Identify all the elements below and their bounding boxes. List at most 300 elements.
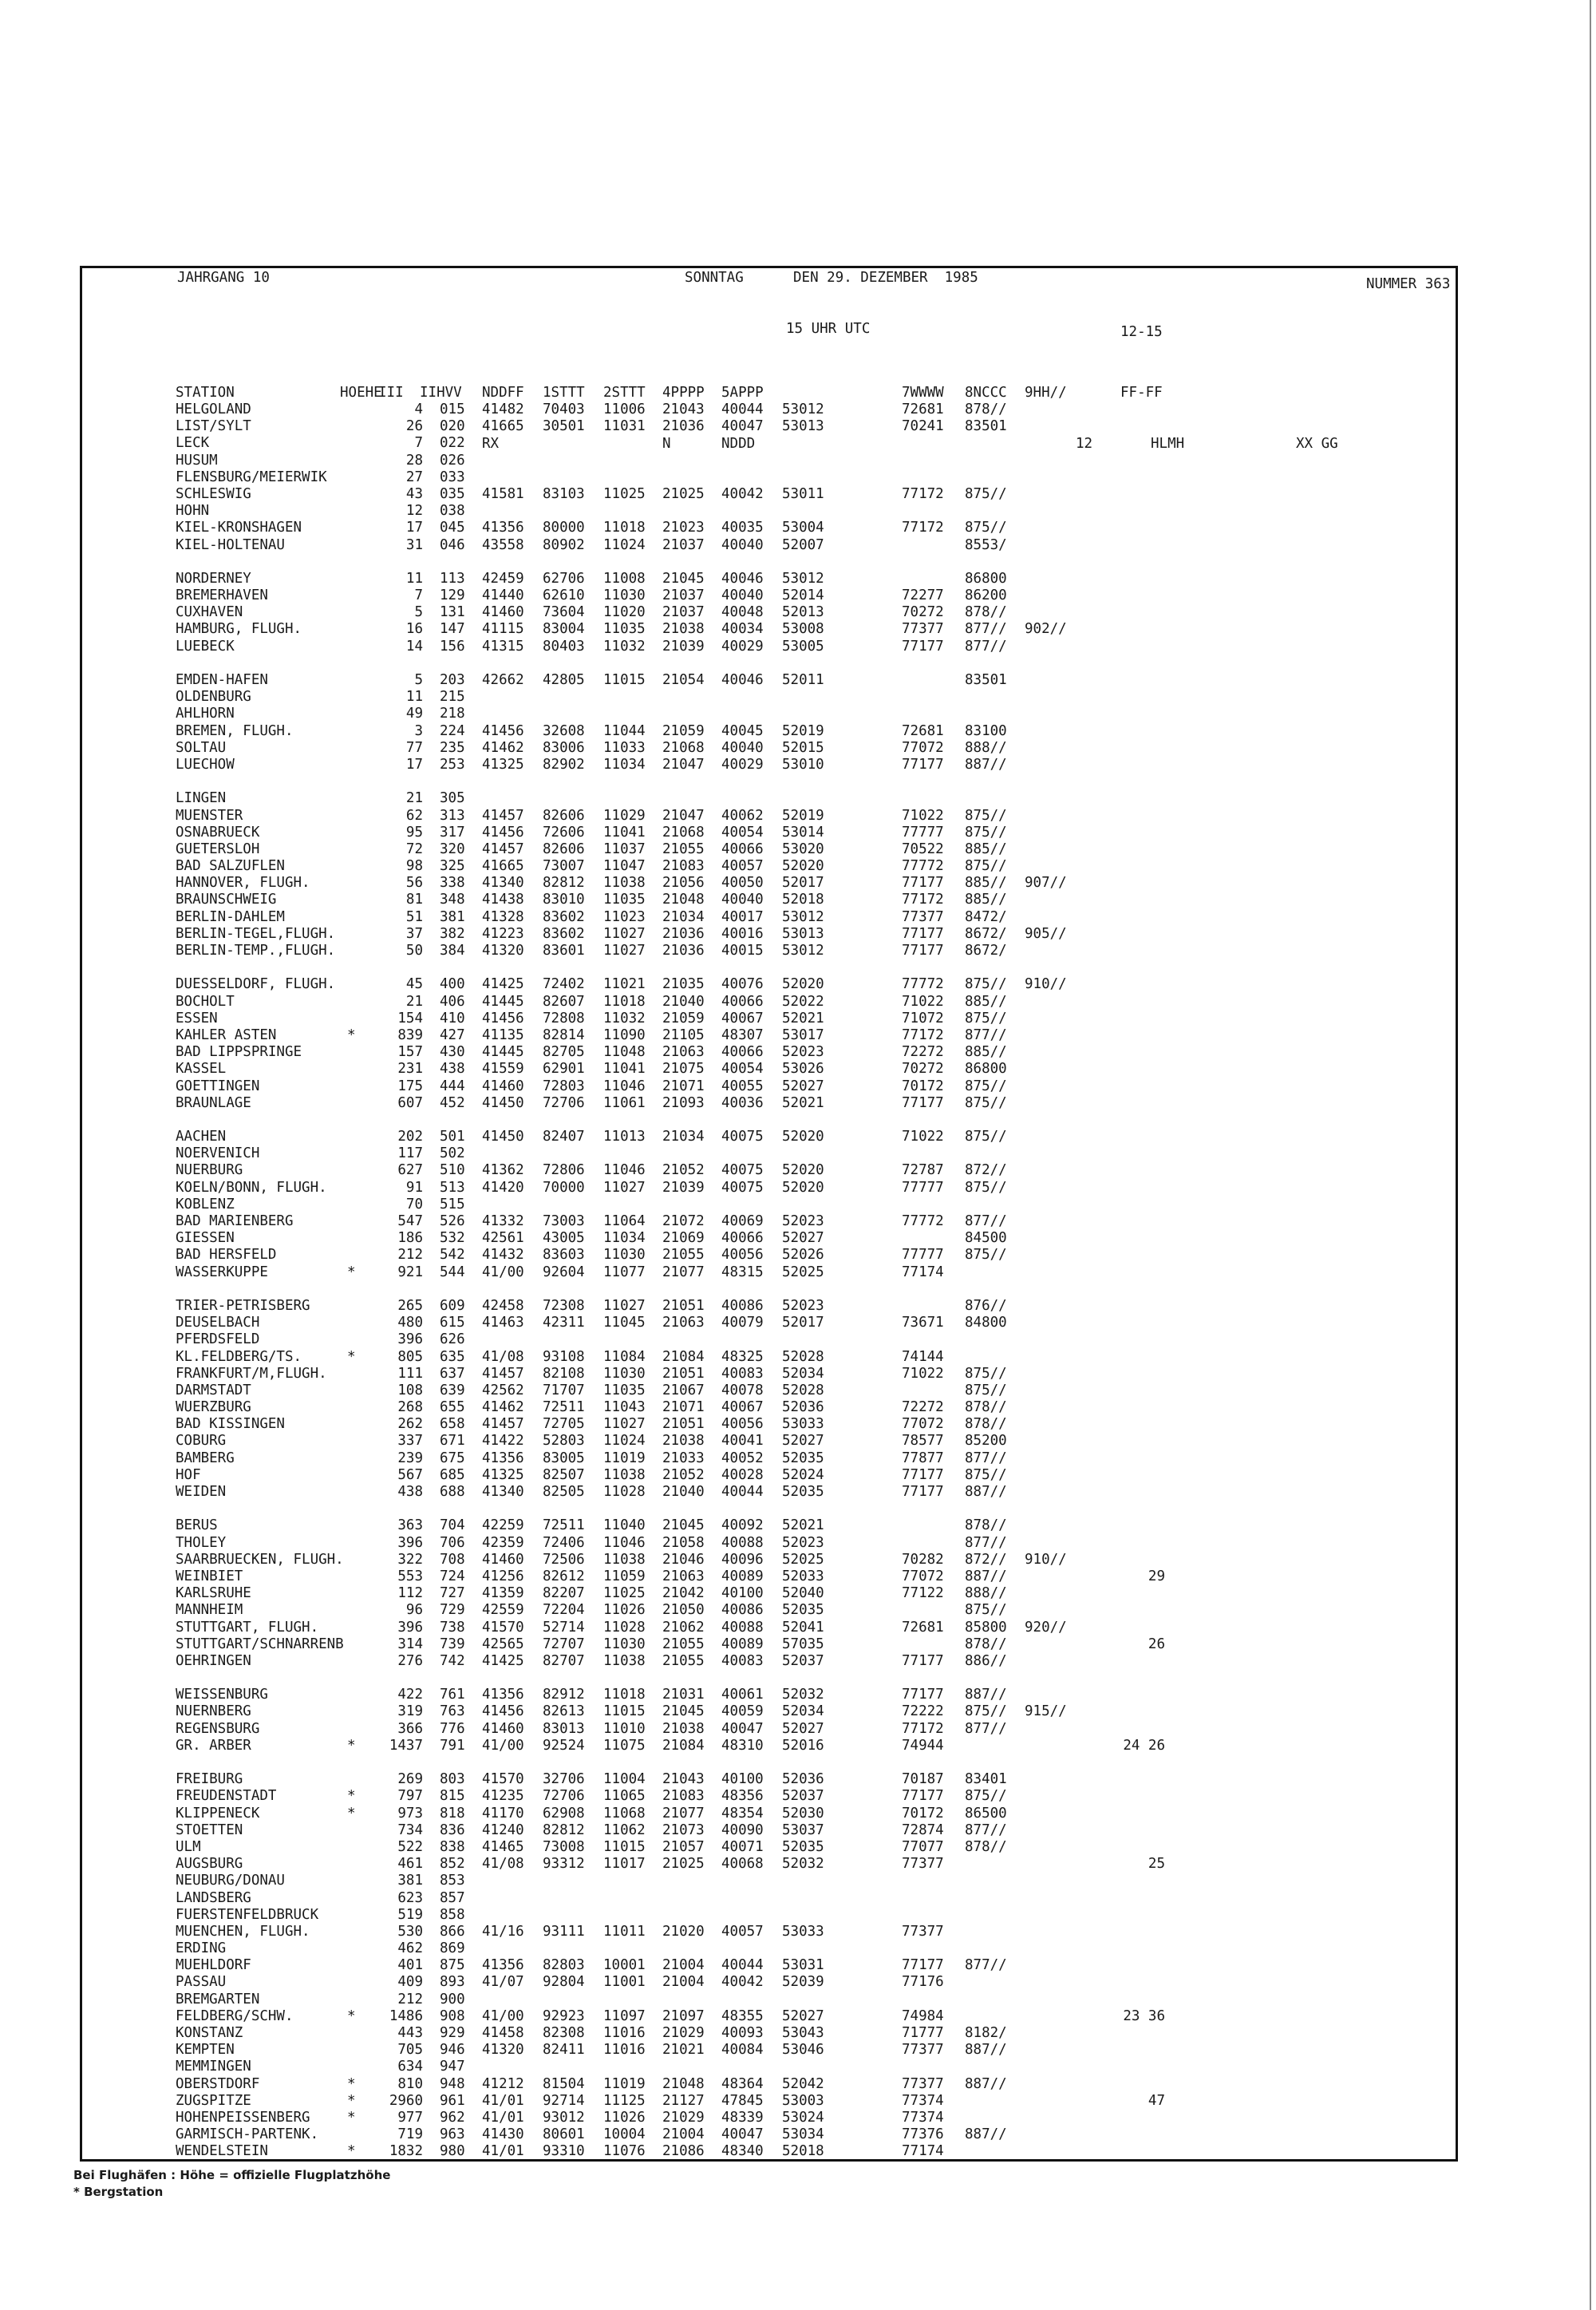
iii: 963 bbox=[440, 2126, 465, 2143]
iii: 400 bbox=[440, 976, 465, 993]
iihvv: 41665 bbox=[482, 418, 524, 435]
7wwww: 77877 bbox=[902, 1450, 944, 1466]
5appp: 52015 bbox=[782, 739, 824, 756]
mountain-mark: * bbox=[347, 2092, 356, 2109]
4pppp: 40028 bbox=[721, 1466, 764, 1483]
8nccc: 86800 bbox=[965, 1061, 1007, 1078]
7wwww: 77374 bbox=[902, 2109, 944, 2126]
5appp: 52034 bbox=[782, 1365, 824, 1382]
station: BREMEN, FLUGH. bbox=[176, 722, 294, 739]
iii: 946 bbox=[440, 2042, 465, 2059]
iii: 639 bbox=[440, 1382, 465, 1398]
nddff: 82505 bbox=[543, 1484, 585, 1500]
5appp: 52020 bbox=[782, 858, 824, 875]
iii: 430 bbox=[440, 1044, 465, 1061]
iii: 671 bbox=[440, 1433, 465, 1450]
7wwww: 78577 bbox=[902, 1433, 944, 1450]
2sttt: 21052 bbox=[662, 1466, 705, 1483]
iihvv: 41325 bbox=[482, 756, 524, 773]
1sttt: 11028 bbox=[603, 1484, 646, 1500]
station: BAD LIPPSPRINGE bbox=[176, 1044, 302, 1061]
station: STUTTGART/SCHNARRENB bbox=[176, 1636, 344, 1652]
column-subheader-xx-gg: XX GG bbox=[1296, 436, 1338, 452]
1sttt: 11019 bbox=[603, 2075, 646, 2092]
hoehe: 3 bbox=[414, 722, 423, 739]
4pppp: 40045 bbox=[721, 722, 764, 739]
4pppp: 40056 bbox=[721, 1247, 764, 1264]
7wwww: 77177 bbox=[902, 1466, 944, 1483]
7wwww: 77172 bbox=[902, 892, 944, 908]
hoehe: 175 bbox=[397, 1078, 423, 1094]
1sttt: 11046 bbox=[603, 1534, 646, 1551]
7wwww: 77177 bbox=[902, 638, 944, 655]
hoehe: 112 bbox=[397, 1585, 423, 1602]
iihvv: 41456 bbox=[482, 722, 524, 739]
8nccc: 83401 bbox=[965, 1771, 1007, 1788]
1sttt: 11041 bbox=[603, 1061, 646, 1078]
station: WUERZBURG bbox=[176, 1399, 251, 1416]
hoehe: 11 bbox=[405, 570, 423, 587]
iii: 791 bbox=[440, 1737, 465, 1754]
8nccc: 878// bbox=[965, 1636, 1007, 1652]
iii: 893 bbox=[440, 1974, 465, 1991]
station: THOLEY bbox=[176, 1534, 227, 1551]
iihvv: 42662 bbox=[482, 672, 524, 688]
4pppp: 48354 bbox=[721, 1805, 764, 1821]
hoehe: 96 bbox=[405, 1602, 423, 1619]
station: KOBLENZ bbox=[176, 1196, 235, 1212]
iii: 131 bbox=[440, 604, 465, 621]
iii: 382 bbox=[440, 925, 465, 942]
station: COBURG bbox=[176, 1433, 227, 1450]
iihvv: 41356 bbox=[482, 1687, 524, 1703]
7wwww: 77122 bbox=[902, 1585, 944, 1602]
7wwww: 77177 bbox=[902, 1687, 944, 1703]
nddff: 82407 bbox=[543, 1129, 585, 1145]
iihvv: 41570 bbox=[482, 1771, 524, 1788]
station: KAHLER ASTEN bbox=[176, 1026, 277, 1043]
nddff: 32608 bbox=[543, 722, 585, 739]
hoehe: 522 bbox=[397, 1838, 423, 1855]
8nccc: 887// bbox=[965, 2042, 1007, 2059]
hoehe: 11 bbox=[405, 689, 423, 706]
2sttt: 21025 bbox=[662, 1856, 705, 1873]
mountain-mark: * bbox=[347, 1264, 356, 1280]
station: GR. ARBER bbox=[176, 1737, 251, 1754]
5appp: 52021 bbox=[782, 1010, 824, 1026]
nddff: 82613 bbox=[543, 1703, 585, 1720]
hoehe: 50 bbox=[405, 943, 423, 959]
hoehe: 231 bbox=[397, 1061, 423, 1078]
4pppp: 40042 bbox=[721, 485, 764, 502]
iii: 203 bbox=[440, 672, 465, 688]
hoehe: 12 bbox=[405, 503, 423, 520]
4pppp: 40062 bbox=[721, 807, 764, 824]
8nccc: 875// bbox=[965, 485, 1007, 502]
hoehe: 186 bbox=[397, 1230, 423, 1247]
2sttt: 21086 bbox=[662, 2143, 705, 2160]
iii: 947 bbox=[440, 2059, 465, 2075]
iii: 452 bbox=[440, 1094, 465, 1111]
1sttt: 11076 bbox=[603, 2143, 646, 2160]
iii: 045 bbox=[440, 520, 465, 536]
station: HOHENPEISSENBERG bbox=[176, 2109, 310, 2126]
2sttt: 21084 bbox=[662, 1737, 705, 1754]
hoehe: 17 bbox=[405, 756, 423, 773]
station: KIEL-KRONSHAGEN bbox=[176, 520, 302, 536]
iihvv: 41170 bbox=[482, 1805, 524, 1821]
iii: 635 bbox=[440, 1348, 465, 1365]
1sttt: 11090 bbox=[603, 1026, 646, 1043]
2sttt: 21067 bbox=[662, 1382, 705, 1398]
hoehe: 154 bbox=[397, 1010, 423, 1026]
nddff: 72402 bbox=[543, 976, 585, 993]
iihvv: 42565 bbox=[482, 1636, 524, 1652]
station: FREIBURG bbox=[176, 1771, 243, 1788]
5appp: 52025 bbox=[782, 1264, 824, 1280]
iii: 253 bbox=[440, 756, 465, 773]
station: AHLHORN bbox=[176, 706, 235, 722]
2sttt: 21055 bbox=[662, 1247, 705, 1264]
8nccc: 878// bbox=[965, 1517, 1007, 1534]
4pppp: 40092 bbox=[721, 1517, 764, 1534]
7wwww: 77777 bbox=[902, 824, 944, 841]
station: AUGSBURG bbox=[176, 1856, 243, 1873]
iii: 033 bbox=[440, 469, 465, 485]
1sttt: 11013 bbox=[603, 1129, 646, 1145]
7wwww: 77072 bbox=[902, 739, 944, 756]
nddff: 82705 bbox=[543, 1044, 585, 1061]
8nccc: 875// bbox=[965, 858, 1007, 875]
5appp: 52020 bbox=[782, 1179, 824, 1196]
7wwww: 77177 bbox=[902, 1094, 944, 1111]
iii: 218 bbox=[440, 706, 465, 722]
5appp: 52034 bbox=[782, 1703, 824, 1720]
column-subheader-rx: RX bbox=[482, 436, 500, 452]
hoehe: 77 bbox=[405, 739, 423, 756]
8nccc: 875// bbox=[965, 976, 1007, 993]
iii: 727 bbox=[440, 1585, 465, 1602]
5appp: 52018 bbox=[782, 2143, 824, 2160]
8nccc: 877// bbox=[965, 1534, 1007, 1551]
8nccc: 888// bbox=[965, 739, 1007, 756]
station: FUERSTENFELDBRUCK bbox=[176, 1906, 319, 1923]
iihvv: 42259 bbox=[482, 1517, 524, 1534]
1sttt: 11018 bbox=[603, 1687, 646, 1703]
iii: 948 bbox=[440, 2075, 465, 2092]
hoehe: 70 bbox=[405, 1196, 423, 1212]
8nccc: 878// bbox=[965, 401, 1007, 417]
2sttt: 21038 bbox=[662, 1433, 705, 1450]
hoehe: 314 bbox=[397, 1636, 423, 1652]
2sttt: 21036 bbox=[662, 418, 705, 435]
station: OBERSTDORF bbox=[176, 2075, 260, 2092]
4pppp: 40044 bbox=[721, 401, 764, 417]
4pppp: 40040 bbox=[721, 587, 764, 604]
iihvv: 41115 bbox=[482, 621, 524, 638]
nddff: 83004 bbox=[543, 621, 585, 638]
iii: 113 bbox=[440, 570, 465, 587]
hoehe: 366 bbox=[397, 1720, 423, 1737]
8nccc: 876// bbox=[965, 1297, 1007, 1314]
iii: 026 bbox=[440, 452, 465, 469]
station: TRIER-PETRISBERG bbox=[176, 1297, 310, 1314]
hoehe: 553 bbox=[397, 1568, 423, 1584]
column-header-station: STATION bbox=[176, 385, 235, 401]
1sttt: 11077 bbox=[603, 1264, 646, 1280]
5appp: 52040 bbox=[782, 1585, 824, 1602]
8nccc: 86800 bbox=[965, 570, 1007, 587]
2sttt: 21059 bbox=[662, 1010, 705, 1026]
7wwww: 72681 bbox=[902, 401, 944, 417]
2sttt: 21048 bbox=[662, 892, 705, 908]
1sttt: 11025 bbox=[603, 485, 646, 502]
2sttt: 21038 bbox=[662, 621, 705, 638]
2sttt: 21043 bbox=[662, 1771, 705, 1788]
8nccc: 875// bbox=[965, 1078, 1007, 1094]
hoehe: 276 bbox=[397, 1652, 423, 1669]
iihvv: 41420 bbox=[482, 1179, 524, 1196]
4pppp: 40048 bbox=[721, 604, 764, 621]
1sttt: 11038 bbox=[603, 875, 646, 892]
hoehe: 72 bbox=[405, 841, 423, 857]
nddff: 93310 bbox=[543, 2143, 585, 2160]
iii: 542 bbox=[440, 1247, 465, 1264]
iii: 615 bbox=[440, 1315, 465, 1331]
iii: 655 bbox=[440, 1399, 465, 1416]
5appp: 53031 bbox=[782, 1957, 824, 1974]
station: WEISSENBURG bbox=[176, 1687, 268, 1703]
7wwww: 77777 bbox=[902, 1247, 944, 1264]
2sttt: 21029 bbox=[662, 2109, 705, 2126]
1sttt: 11032 bbox=[603, 638, 646, 655]
iii: 869 bbox=[440, 1940, 465, 1957]
iihvv: 41438 bbox=[482, 892, 524, 908]
8nccc: 872// bbox=[965, 1162, 1007, 1179]
2sttt: 21037 bbox=[662, 587, 705, 604]
station: BOCHOLT bbox=[176, 993, 235, 1010]
4pppp: 40035 bbox=[721, 520, 764, 536]
7wwww: 71022 bbox=[902, 993, 944, 1010]
4pppp: 40040 bbox=[721, 536, 764, 553]
iii: 427 bbox=[440, 1026, 465, 1043]
1sttt: 11026 bbox=[603, 2109, 646, 2126]
1sttt: 11045 bbox=[603, 1315, 646, 1331]
iihvv: 41/01 bbox=[482, 2109, 524, 2126]
iii: 742 bbox=[440, 1652, 465, 1669]
1sttt: 11038 bbox=[603, 1551, 646, 1568]
1sttt: 11034 bbox=[603, 756, 646, 773]
column-subheader-hlmh: HLMH bbox=[1151, 436, 1185, 452]
nddff: 82912 bbox=[543, 1687, 585, 1703]
4pppp: 40066 bbox=[721, 993, 764, 1010]
jahrgang-label: JAHRGANG 10 bbox=[177, 270, 270, 286]
8nccc: 84500 bbox=[965, 1230, 1007, 1247]
2sttt: 21084 bbox=[662, 1348, 705, 1365]
nddff: 83013 bbox=[543, 1720, 585, 1737]
4pppp: 48355 bbox=[721, 2007, 764, 2024]
hoehe: 5 bbox=[414, 672, 423, 688]
2sttt: 21055 bbox=[662, 1636, 705, 1652]
iii: 658 bbox=[440, 1416, 465, 1433]
1sttt: 11065 bbox=[603, 1788, 646, 1805]
5appp: 52032 bbox=[782, 1687, 824, 1703]
iii: 961 bbox=[440, 2092, 465, 2109]
1sttt: 11035 bbox=[603, 621, 646, 638]
iihvv: 41456 bbox=[482, 824, 524, 841]
day-label: SONNTAG bbox=[685, 270, 744, 286]
4pppp: 40066 bbox=[721, 1044, 764, 1061]
1sttt: 11043 bbox=[603, 1399, 646, 1416]
2sttt: 21042 bbox=[662, 1585, 705, 1602]
iii: 761 bbox=[440, 1687, 465, 1703]
7wwww: 77377 bbox=[902, 2042, 944, 2059]
station: HOHN bbox=[176, 503, 210, 520]
iii: 410 bbox=[440, 1010, 465, 1026]
iii: 815 bbox=[440, 1788, 465, 1805]
hoehe: 409 bbox=[397, 1974, 423, 1991]
station: CUXHAVEN bbox=[176, 604, 243, 621]
station: KONSTANZ bbox=[176, 2025, 243, 2041]
1sttt: 11044 bbox=[603, 722, 646, 739]
nddff: 72606 bbox=[543, 824, 585, 841]
hoehe: 337 bbox=[397, 1433, 423, 1450]
5appp: 52035 bbox=[782, 1450, 824, 1466]
mountain-mark: * bbox=[347, 2109, 356, 2126]
1sttt: 11030 bbox=[603, 1636, 646, 1652]
4pppp: 40096 bbox=[721, 1551, 764, 1568]
iihvv: 41457 bbox=[482, 1416, 524, 1433]
hoehe: 634 bbox=[397, 2059, 423, 2075]
iihvv: 41332 bbox=[482, 1213, 524, 1229]
5appp: 52036 bbox=[782, 1399, 824, 1416]
ff-ff: 26 bbox=[1148, 1636, 1165, 1652]
nddff: 71707 bbox=[543, 1382, 585, 1398]
nddff: 73604 bbox=[543, 604, 585, 621]
nddff: 82814 bbox=[543, 1026, 585, 1043]
5appp: 52023 bbox=[782, 1297, 824, 1314]
4pppp: 40047 bbox=[721, 2126, 764, 2143]
2sttt: 21047 bbox=[662, 807, 705, 824]
nddff: 82308 bbox=[543, 2025, 585, 2041]
hoehe: 623 bbox=[397, 1889, 423, 1906]
7wwww: 77072 bbox=[902, 1416, 944, 1433]
1sttt: 11046 bbox=[603, 1162, 646, 1179]
hoehe: 319 bbox=[397, 1703, 423, 1720]
5appp: 53017 bbox=[782, 1026, 824, 1043]
8nccc: 887// bbox=[965, 2126, 1007, 2143]
iii: 962 bbox=[440, 2109, 465, 2126]
5appp: 53013 bbox=[782, 418, 824, 435]
nddff: 73008 bbox=[543, 1838, 585, 1855]
iii: 857 bbox=[440, 1889, 465, 1906]
2sttt: 21046 bbox=[662, 1551, 705, 1568]
2sttt: 21040 bbox=[662, 1484, 705, 1500]
station: HOF bbox=[176, 1466, 201, 1483]
nddff: 82607 bbox=[543, 993, 585, 1010]
7wwww: 77174 bbox=[902, 2143, 944, 2160]
5appp: 52017 bbox=[782, 875, 824, 892]
8nccc: 83501 bbox=[965, 418, 1007, 435]
hoehe: 2960 bbox=[389, 2092, 423, 2109]
4pppp: 40061 bbox=[721, 1687, 764, 1703]
7wwww: 77177 bbox=[902, 1484, 944, 1500]
2sttt: 21051 bbox=[662, 1365, 705, 1382]
1sttt: 11001 bbox=[603, 1974, 646, 1991]
iihvv: 41460 bbox=[482, 1078, 524, 1094]
iii: 381 bbox=[440, 908, 465, 925]
1sttt: 11048 bbox=[603, 1044, 646, 1061]
2sttt: 21031 bbox=[662, 1687, 705, 1703]
5appp: 53046 bbox=[782, 2042, 824, 2059]
station: HAMBURG, FLUGH. bbox=[176, 621, 302, 638]
4pppp: 40084 bbox=[721, 2042, 764, 2059]
iii: 015 bbox=[440, 401, 465, 417]
2sttt: 21048 bbox=[662, 2075, 705, 2092]
hoehe: 14 bbox=[405, 638, 423, 655]
4pppp: 48325 bbox=[721, 1348, 764, 1365]
time-label: 15 UHR UTC bbox=[786, 321, 871, 337]
2sttt: 21055 bbox=[662, 841, 705, 857]
iii: 763 bbox=[440, 1703, 465, 1720]
4pppp: 40078 bbox=[721, 1382, 764, 1398]
ff-ff: 24 26 bbox=[1123, 1737, 1165, 1754]
station: DUESSELDORF, FLUGH. bbox=[176, 976, 336, 993]
4pppp: 40055 bbox=[721, 1078, 764, 1094]
iii: 502 bbox=[440, 1145, 465, 1162]
hoehe: 5 bbox=[414, 604, 423, 621]
hoehe: 31 bbox=[405, 536, 423, 553]
iihvv: 41665 bbox=[482, 858, 524, 875]
5appp: 53010 bbox=[782, 756, 824, 773]
station: NEUBURG/DONAU bbox=[176, 1873, 285, 1889]
iii: 501 bbox=[440, 1129, 465, 1145]
4pppp: 40034 bbox=[721, 621, 764, 638]
4pppp: 40069 bbox=[721, 1213, 764, 1229]
5appp: 52027 bbox=[782, 1720, 824, 1737]
7wwww: 74944 bbox=[902, 1737, 944, 1754]
iihvv: 41328 bbox=[482, 908, 524, 925]
2sttt: 21062 bbox=[662, 1619, 705, 1636]
7wwww: 77172 bbox=[902, 1026, 944, 1043]
5appp: 52042 bbox=[782, 2075, 824, 2092]
5appp: 53012 bbox=[782, 401, 824, 417]
nddff: 72511 bbox=[543, 1517, 585, 1534]
iii: 147 bbox=[440, 621, 465, 638]
7wwww: 77177 bbox=[902, 1652, 944, 1669]
1sttt: 11032 bbox=[603, 1010, 646, 1026]
7wwww: 70272 bbox=[902, 604, 944, 621]
station: ERDING bbox=[176, 1940, 227, 1957]
1sttt: 11023 bbox=[603, 908, 646, 925]
nddff: 82902 bbox=[543, 756, 585, 773]
7wwww: 77172 bbox=[902, 485, 944, 502]
7wwww: 77077 bbox=[902, 1838, 944, 1855]
2sttt: 21071 bbox=[662, 1399, 705, 1416]
nddff: 83602 bbox=[543, 925, 585, 942]
8nccc: 8182/ bbox=[965, 2025, 1007, 2041]
station: LANDSBERG bbox=[176, 1889, 251, 1906]
8nccc: 878// bbox=[965, 1416, 1007, 1433]
2sttt: 21068 bbox=[662, 824, 705, 841]
hoehe: 157 bbox=[397, 1044, 423, 1061]
nddff: 42805 bbox=[543, 672, 585, 688]
5appp: 52037 bbox=[782, 1652, 824, 1669]
column-header-9hh//: 9HH// bbox=[1025, 385, 1067, 401]
station: KASSEL bbox=[176, 1061, 227, 1078]
nddff: 72806 bbox=[543, 1162, 585, 1179]
iii: 609 bbox=[440, 1297, 465, 1314]
